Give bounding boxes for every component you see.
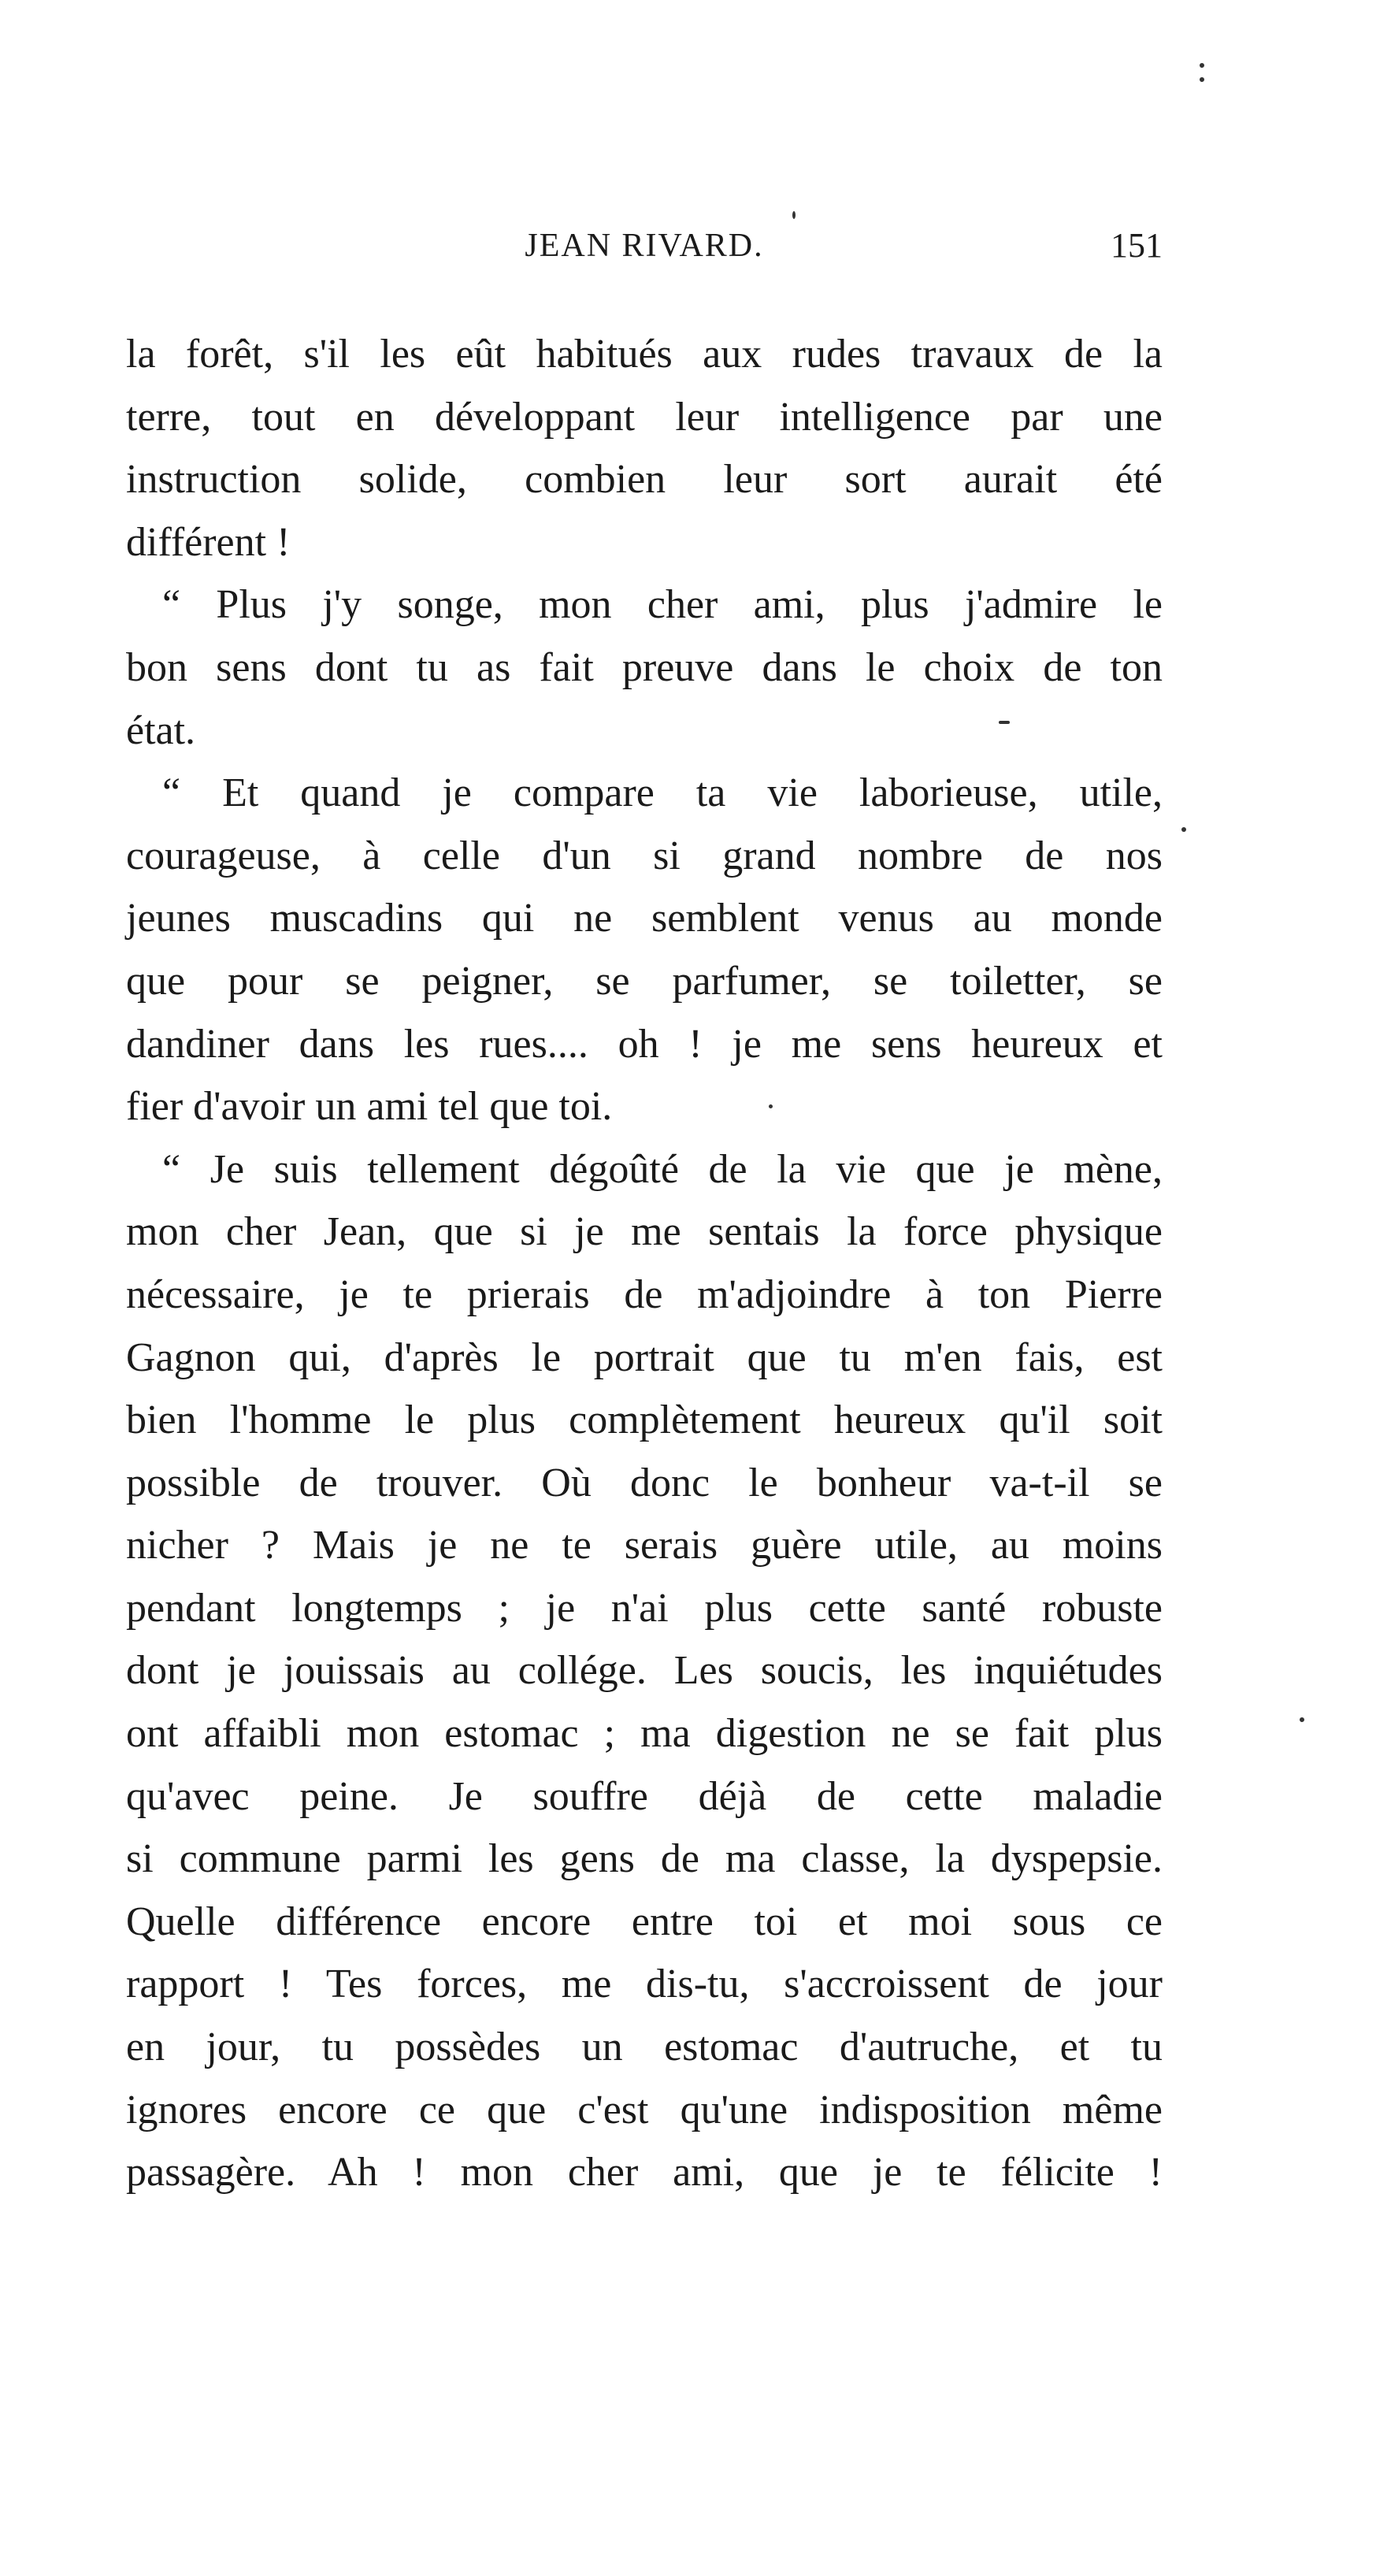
text-line: bon sens dont tu as fait preuve dans le choix de ton: [126, 644, 1163, 690]
text-line: instruction solide, combien leur sort aurait été: [126, 457, 1163, 503]
scan-speck: [769, 1104, 773, 1108]
text-line: ignores encore ce que c'est qu'une indisposition même: [126, 2087, 1163, 2132]
scan-speck: [999, 721, 1010, 724]
text-line: si commune parmi les gens de ma classe, la dyspepsie.: [126, 1836, 1163, 1882]
text-line: Gagnon qui, d'après le portrait que tu m'en fais, est: [126, 1334, 1163, 1380]
text-line: état.: [126, 707, 196, 753]
text-line: terre, tout en développant leur intelligence par une: [126, 394, 1163, 440]
scan-speck: [792, 211, 796, 219]
text-line: jeunes muscadins qui ne semblent venus au monde: [126, 896, 1163, 941]
text-line: dandiner dans les rues.... oh ! je me sens heureux et: [126, 1021, 1163, 1067]
text-line: rapport ! Tes forces, me dis-tu, s'accroissent de jour: [126, 1962, 1163, 2007]
text-line: passagère. Ah ! mon cher ami, que je te félicite !: [126, 2150, 1163, 2196]
text-line: courageuse, à celle d'un si grand nombre de nos: [126, 833, 1163, 878]
text-line: nécessaire, je te prierais de m'adjoindre à ton Pierre: [126, 1271, 1163, 1317]
text-line: “ Et quand je compare ta vie laborieuse, utile,: [162, 770, 1163, 816]
text-line: ont affaibli mon estomac ; ma digestion ne se fait plus: [126, 1711, 1163, 1757]
scan-speck: [1200, 63, 1204, 68]
text-line: nicher ? Mais je ne te serais guère utile, au moins: [126, 1523, 1163, 1568]
text-line: dont je jouissais au collége. Les soucis, les inquiétudes: [126, 1648, 1163, 1694]
running-title: JEAN RIVARD.: [525, 228, 764, 264]
text-line: Quelle différence encore entre toi et moi sous ce: [126, 1899, 1163, 1944]
scan-speck: [1200, 77, 1204, 82]
text-line: en jour, tu possèdes un estomac d'autruche, et tu: [126, 2025, 1163, 2070]
text-line: “ Plus j'y songe, mon cher ami, plus j'admire le: [162, 582, 1163, 628]
text-line: différent !: [126, 519, 291, 565]
body-text: [126, 323, 1163, 2204]
page-number: 151: [1111, 226, 1163, 265]
text-line: pendant longtemps ; je n'ai plus cette santé robuste: [126, 1585, 1163, 1631]
running-head: [126, 222, 1163, 269]
text-line: la forêt, s'il les eût habitués aux rudes travaux de la: [126, 332, 1163, 377]
scan-speck: [1181, 827, 1186, 832]
text-line: bien l'homme le plus complètement heureux qu'il soit: [126, 1397, 1163, 1443]
text-line: fier d'avoir un ami tel que toi.: [126, 1084, 613, 1130]
text-line: mon cher Jean, que si je me sentais la force physique: [126, 1209, 1163, 1255]
scan-speck: [1300, 1717, 1304, 1722]
text-line: possible de trouver. Où donc le bonheur va-t-il se: [126, 1460, 1163, 1505]
text-line: qu'avec peine. Je souffre déjà de cette maladie: [126, 1773, 1163, 1819]
text-line: “ Je suis tellement dégoûté de la vie que je mène,: [162, 1146, 1163, 1192]
text-line: que pour se peigner, se parfumer, se toiletter, se: [126, 958, 1163, 1004]
